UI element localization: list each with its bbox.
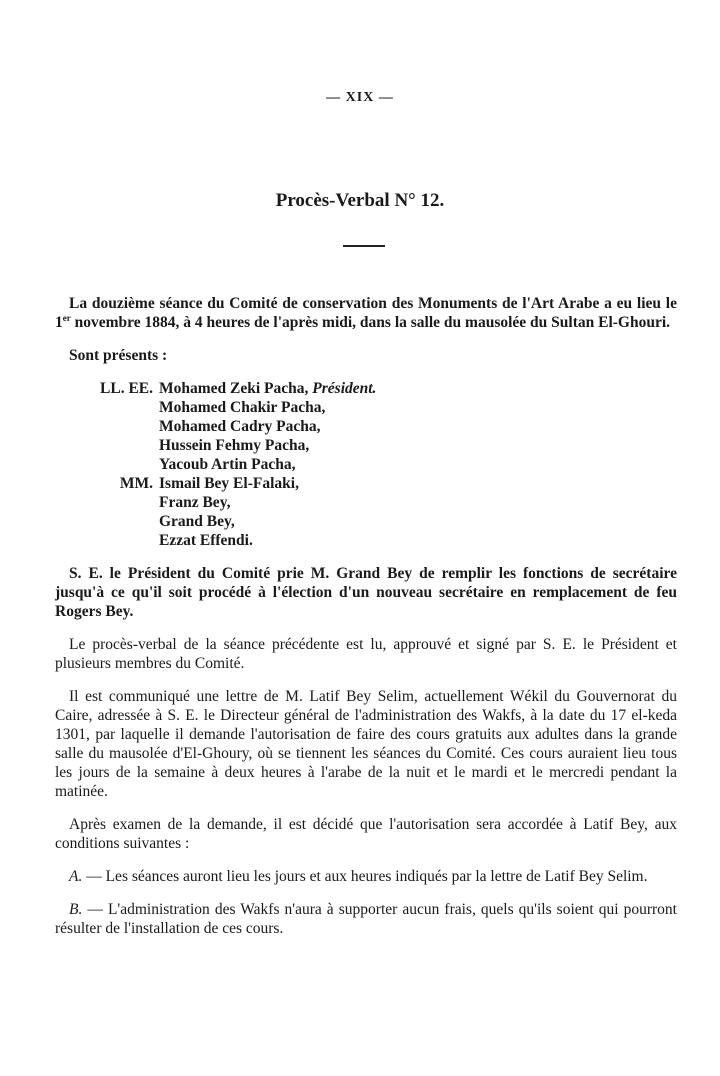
attendee-title: MM.	[119, 475, 153, 492]
attendee-row	[55, 493, 677, 512]
attendee-role: Président.	[312, 380, 377, 397]
attendee-list	[55, 379, 677, 550]
attendee-title	[55, 417, 159, 436]
attendee-name: Ezzat Effendi.	[159, 532, 253, 549]
attendee-name: Mohamed Chakir Pacha,	[159, 399, 326, 416]
attendee-name: Hussein Fehmy Pacha,	[159, 437, 310, 454]
presents-label: Sont présents :	[69, 347, 168, 364]
minutes-paragraph: Le procès-verbal de la séance précédente est lu, approuvé et signé par S. E. le Président et plusieurs membres du Comité.	[55, 636, 677, 672]
page-number: — XIX —	[326, 90, 394, 105]
condition-item	[55, 900, 677, 938]
secretary-paragraph: S. E. le Président du Comité prie M. Grand Bey de remplir les fonctions de secrétaire jusqu'à ce qu'il soit procédé à l'élection d'un nouveau secrétaire en remplacement de feu Rogers Bey.	[55, 565, 677, 620]
attendee-title	[55, 493, 159, 512]
intro-text-after: novembre 1884, à 4 heures de l'après midi, dans la salle du mausolée du Sultan El-Ghouri.	[70, 314, 671, 331]
title-divider	[343, 245, 385, 247]
attendee-row	[55, 379, 677, 398]
attendee-title: LL. EE.	[100, 380, 153, 397]
attendee-title	[55, 436, 159, 455]
attendee-title	[55, 512, 159, 531]
attendee-row	[55, 512, 677, 531]
attendee-name: Ismail Bey El-Falaki,	[159, 475, 299, 492]
attendee-title	[55, 455, 159, 474]
attendee-row	[55, 531, 677, 550]
attendee-row	[55, 455, 677, 474]
letter-paragraph: Il est communiqué une lettre de M. Latif Bey Selim, actuellement Wékil du Gouvernorat du Caire, adressée à S. E. le Directeur général de l'administration des Wakfs, à la date du 17 el-keda 1301, par laquelle il demande l'autorisation de faire des cours gratuits aux adultes dans la grande salle du mausolée d'El-Ghoury, où se tiennent les séances du Comité. Ces cours auraient lieu tous les jours de la semaine à deux heures à l'arabe de la nuit et le mardi et le mercredi pendant la matinée.	[55, 688, 677, 800]
attendee-name: Yacoub Artin Pacha,	[159, 456, 296, 473]
attendee-row	[55, 398, 677, 417]
page-title: Procès-Verbal N° 12.	[275, 190, 445, 211]
intro-superscript: er	[62, 312, 71, 323]
attendee-name: Mohamed Cadry Pacha,	[159, 418, 321, 435]
attendee-title	[55, 398, 159, 417]
condition-letter: A.	[69, 868, 83, 885]
condition-item	[55, 867, 677, 886]
attendee-row	[55, 436, 677, 455]
attendee-row	[55, 417, 677, 436]
attendee-name: Franz Bey,	[159, 494, 231, 511]
attendee-name: Mohamed Zeki Pacha,	[159, 380, 309, 397]
intro-paragraph	[55, 294, 677, 332]
attendee-name: Grand Bey,	[159, 513, 235, 530]
attendee-title	[55, 531, 159, 550]
decision-paragraph: Après examen de la demande, il est décidé que l'autorisation sera accordée à Latif Bey, aux conditions suivantes :	[55, 816, 677, 852]
condition-text: — L'administration des Wakfs n'aura à supporter aucun frais, quels qu'ils soient qui pourront résulter de l'installation de ces cours.	[55, 901, 677, 937]
attendee-row	[55, 474, 677, 493]
condition-letter: B.	[69, 901, 83, 918]
condition-text: — Les séances auront lieu les jours et aux heures indiqués par la lettre de Latif Bey Selim.	[82, 868, 648, 885]
intro-text-before: La douzième séance du Comité de conservation des Monuments de l'Art Arabe a eu lieu le 1	[55, 295, 677, 331]
document-body	[55, 294, 677, 952]
